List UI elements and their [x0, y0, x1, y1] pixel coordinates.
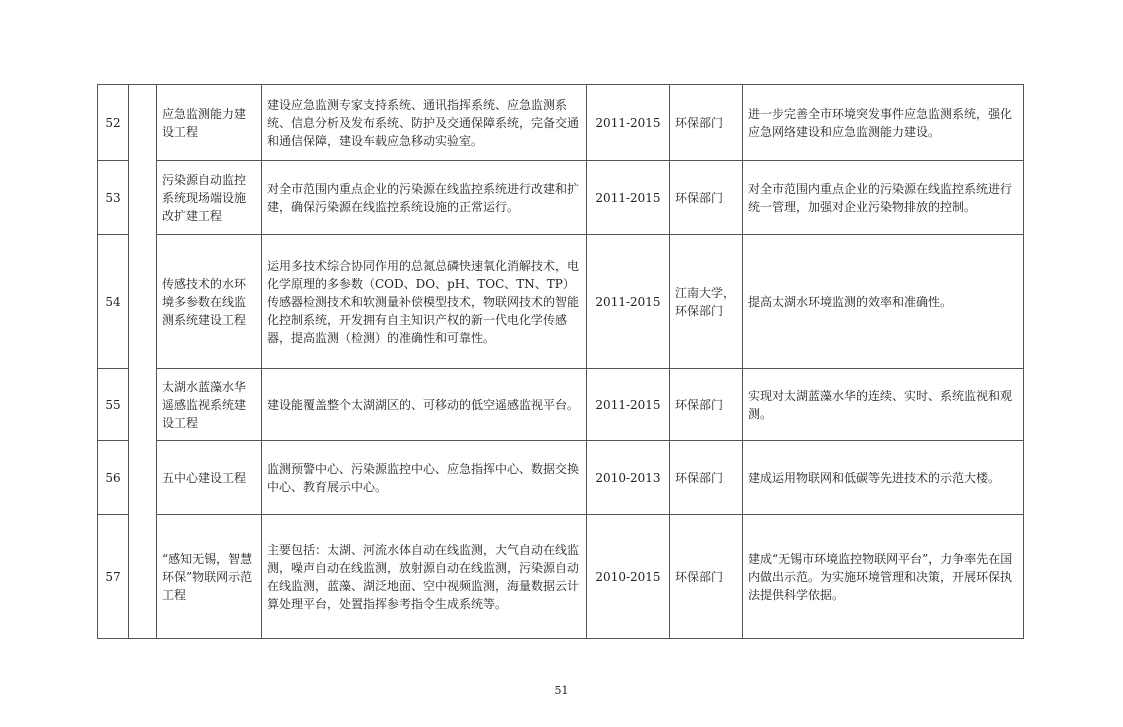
- project-goal: 进一步完善全市环境突发事件应急监测系统，强化应急网络建设和应急监测能力建设。: [743, 85, 1024, 161]
- row-number: 56: [98, 441, 129, 515]
- row-number: 57: [98, 515, 129, 639]
- project-content: 对全市范围内重点企业的污染源在线监控系统进行改建和扩建，确保污染源在线监控系统设施的正常运行。: [262, 161, 587, 235]
- project-content: 监测预警中心、污染源监控中心、应急指挥中心、数据交换中心、教育展示中心。: [262, 441, 587, 515]
- responsible-dept: 江南大学，环保部门: [670, 235, 743, 369]
- project-content: 建设应急监测专家支持系统、通讯指挥系统、应急监测系统、信息分析及发布系统、防护及交通保障系统，完备交通和通信保障，建设车载应急移动实验室。: [262, 85, 587, 161]
- project-period: 2011-2015: [587, 161, 670, 235]
- project-goal: 提高太湖水环境监测的效率和准确性。: [743, 235, 1024, 369]
- project-content: 建设能覆盖整个太湖湖区的、可移动的低空遥感监视平台。: [262, 369, 587, 441]
- table-row: [98, 161, 1024, 235]
- responsible-dept: 环保部门: [670, 85, 743, 161]
- responsible-dept: 环保部门: [670, 161, 743, 235]
- table-row: [98, 85, 1024, 161]
- table-row: [98, 369, 1024, 441]
- row-number: 55: [98, 369, 129, 441]
- row-number: 53: [98, 161, 129, 235]
- category-merged-cell: [129, 85, 157, 639]
- project-table: [97, 84, 1024, 639]
- project-period: 2010-2013: [587, 441, 670, 515]
- project-name: 五中心建设工程: [157, 441, 262, 515]
- project-period: 2011-2015: [587, 85, 670, 161]
- project-period: 2011-2015: [587, 369, 670, 441]
- responsible-dept: 环保部门: [670, 441, 743, 515]
- project-period: 2011-2015: [587, 235, 670, 369]
- row-number: 54: [98, 235, 129, 369]
- project-goal: 建成运用物联网和低碳等先进技术的示范大楼。: [743, 441, 1024, 515]
- project-content: 主要包括：太湖、河流水体自动在线监测，大气自动在线监测，噪声自动在线监测，放射源自动在线监测，污染源自动在线监测，蓝藻、湖泛地面、空中视频监测，海量数据云计算处理平台，处置指挥参考指令生成系统等。: [262, 515, 587, 639]
- table-row: [98, 235, 1024, 369]
- project-name: 传感技术的水环境多参数在线监测系统建设工程: [157, 235, 262, 369]
- page-number: 51: [554, 684, 569, 697]
- responsible-dept: 环保部门: [670, 369, 743, 441]
- project-period: 2010-2015: [587, 515, 670, 639]
- table-row: [98, 515, 1024, 639]
- project-goal: 建成“无锡市环境监控物联网平台”，力争率先在国内做出示范。为实施环境管理和决策，开展环保执法提供科学依据。: [743, 515, 1024, 639]
- row-number: 52: [98, 85, 129, 161]
- project-name: 太湖水蓝藻水华遥感监视系统建设工程: [157, 369, 262, 441]
- project-content: 运用多技术综合协同作用的总氮总磷快速氧化消解技术，电化学原理的多参数（COD、DO、pH、TOC、TN、TP）传感器检测技术和软测量补偿模型技术，物联网技术的智能化控制系统，开发拥有自主知识产权的新一代电化学传感器，提高监测（检测）的准确性和可靠性。: [262, 235, 587, 369]
- project-goal: 对全市范围内重点企业的污染源在线监控系统进行统一管理，加强对企业污染物排放的控制。: [743, 161, 1024, 235]
- project-name: 应急监测能力建设工程: [157, 85, 262, 161]
- table-row: [98, 441, 1024, 515]
- responsible-dept: 环保部门: [670, 515, 743, 639]
- project-name: “感知无锡，智慧环保”物联网示范工程: [157, 515, 262, 639]
- project-name: 污染源自动监控系统现场端设施改扩建工程: [157, 161, 262, 235]
- project-goal: 实现对太湖蓝藻水华的连续、实时、系统监视和观测。: [743, 369, 1024, 441]
